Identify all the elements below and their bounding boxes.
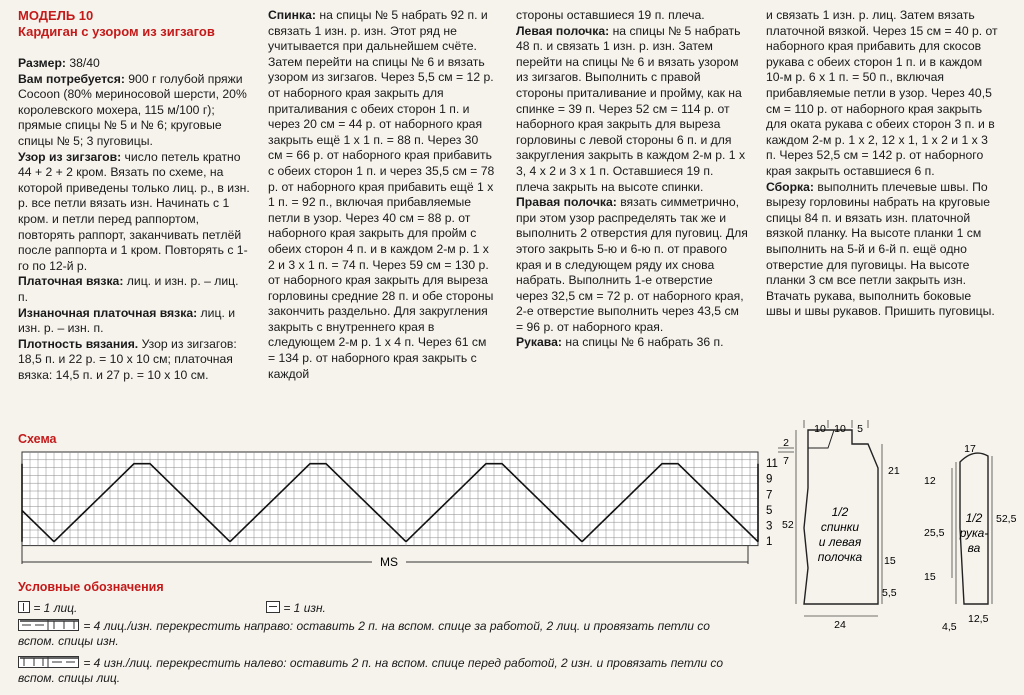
- paragraph-heading: Вам потребуется:: [18, 71, 125, 86]
- paragraph-heading: Сборка:: [766, 179, 814, 194]
- scheme-title: Схема: [18, 432, 57, 446]
- col1-paragraph: [18, 274, 250, 305]
- col3-paragraph: [516, 24, 748, 196]
- chart-row-number: 1: [766, 536, 773, 549]
- paragraph-heading: Правая полочка:: [516, 195, 617, 210]
- text-column-3: [516, 8, 748, 351]
- body-top-3: 5: [857, 423, 863, 435]
- model-subtitle: Кардиган с узором из зигзагов: [18, 24, 215, 39]
- paragraph-heading: Размер:: [18, 56, 66, 70]
- ms-label: MS: [380, 555, 398, 569]
- legend-purl-text: = 1 изн.: [283, 601, 326, 615]
- paragraph-text: и связать 1 изн. р. лиц. Затем вязать платочной вязкой. Через 15 см = 40 р. от наборного края прибавить для скосов рукава с обеих сторон 1 п. и в каждом 10-м р. 6 х 1 п. = 50 п., включая прибавляемые петли в узор. Через 40,5 см = 110 р. от наборного края закрыть для оката рукава с обеих сторон 3 п. и в каждом 2-м р. 1 х 2, 12 х 1, 1 х 2 и 1 х 3 п. Через 52,5 см = 142 р. от наборного края закрыть оставшиеся 6 п.: [766, 8, 998, 178]
- body-label-4: полочка: [817, 550, 863, 564]
- legend-cross-right-text: = 4 лиц./изн. перекрестить направо: оставить 2 п. на вспом. спице за работой, 2 лиц. и провязать петли со вспом. спицы изн.: [18, 619, 710, 648]
- sleeve-cap: 12: [924, 475, 936, 487]
- body-armhole: 21: [888, 465, 900, 477]
- cross-right-symbol: [18, 619, 80, 631]
- sleeve-mid: 25,5: [924, 527, 945, 539]
- chart-row-number: 3: [766, 520, 773, 533]
- col2-paragraphs: [268, 8, 496, 382]
- paragraph-text: лиц. и изн. р. – лиц. п.: [18, 274, 239, 304]
- paragraph-heading: Плотность вязания.: [18, 336, 139, 351]
- paragraph-text: вязать симметрично, при этом узор распределять так же и выполнить 2 отверстия для пуговиц. Для этого закрыть 5-ю и 6-ю п. от правого края и в следующем ряду их снова набрать. Выполнить 1-е отверстие через 32,5 см = 72 р. от наборного края, 2-е отверстие выполнить через 43,5 см = 96 р. от наборного края.: [516, 195, 748, 334]
- col1-paragraph: [18, 72, 250, 150]
- paragraph-heading: Левая полочка:: [516, 23, 610, 38]
- paragraph-text: на спицы № 5 набрать 92 п. и связать 1 изн. р. изн. Этот ряд не учитывается при дальнейшем счёте. Затем перейти на спицы № 6 и вязать узором из зигзагов. Через 5,5 см = 12 р. от наборного края закрыть для приталивания с обеих сторон 1 п. и через 20 см = 44 р. от наборного края закрыть ещё 1 х 1 п. = 88 п. Через 30 см = 66 р. от наборного края прибавить с обеих сторон 1 п. и через 35,5 см = 78 р. от наборного края прибавить ещё 1 х 1 п. = 92 п., включая прибавляемые петли в узор. Через 40 см = 88 р. от наборного края закрыть для пройм с обеих сторон 4 п. и в каждом 2-м р. 1 х 2 и 3 х 1 п. = 74 п. Через 59 см = 130 р. от наборного края закрыть для выреза горловины средние 28 п. и обе стороны закончить раздельно. Для закругления закрыть с внутреннего края в следующем 2-м р. 1 х 4 п. Через 61 см = 134 р. от наборного края закрыть с каждой: [268, 8, 495, 381]
- col4-paragraph: [766, 8, 998, 180]
- col4-paragraph: [766, 180, 998, 320]
- paragraph-text: 900 г голубой пряжи Cocoon (80% мериносовой шерсти, 20% королевского мохера, 115 м/100 г); прямые спицы № 5 и № 6; круговые спицы № 5; 3 пуговицы.: [18, 71, 247, 148]
- body-height: 52: [782, 519, 794, 531]
- paragraph-text: число петель кратно 44 + 2 + 2 кром. Вязать по схеме, на которой приведены только лиц. р., в изн. р. все петли вязать изн. Начинать с 1 кром. и петли перед раппортом, повторять раппорт, заканчивать петлёй после раппорта и 1 кром. Повторять с 1-го по 12-й р.: [18, 149, 250, 273]
- body-waist-step: 5,5: [882, 587, 897, 599]
- text-column-1: [18, 8, 250, 383]
- sleeve-bottom: 12,5: [968, 613, 989, 625]
- body-label-1: 1/2: [831, 505, 849, 519]
- col3-paragraph: [516, 335, 748, 351]
- text-column-2: [268, 8, 496, 382]
- col1-paragraph: [18, 337, 250, 384]
- paragraph-text: выполнить плечевые швы. По вырезу горловины набрать на круговые спицы 84 п. и вязать изн. платочной вязкой планку. На высоте планки 1 см выполнить на 5-й и 6-й п. ещё одно отверстие для пуговицы. На высоте планки 3 см все петли закрыть изн. Втачать рукава, выполнить боковые швы и швы рукавов. Пришить пуговицы.: [766, 179, 995, 319]
- text-column-4: [766, 8, 998, 320]
- legend-cross-left-text: = 4 изн./лиц. перекрестить налево: оставить 2 п. на вспом. спице перед работой, 2 изн. и провязать петли со вспом. спицы лиц.: [18, 656, 724, 685]
- sleeve-total: 52,5: [996, 513, 1017, 525]
- model-title: МОДЕЛЬ 10: [18, 8, 94, 23]
- chart-row-number: 7: [766, 489, 773, 502]
- paragraph-heading: Изнаночная платочная вязка:: [18, 305, 198, 320]
- chart-row-number: 9: [766, 473, 773, 486]
- col2-paragraph: [268, 8, 496, 382]
- paragraph-text: на спицы № 5 набрать 48 п. и связать 1 изн. р. изн. Затем перейти на спицы № 6 и вязать узором из зигзагов. Выполнить с правой стороны приталивание и пройму, как на спинке = 39 п. Через 52 см = 114 р. от наборного края закрыть для выреза горловины с левой стороны 6 п. и для закругления закрыть в каждом 2-м р. 1 х 3, 4 х 2 и 3 х 1 п. Оставшиеся 19 п. плеча закрыть на высоте спинки.: [516, 23, 746, 194]
- sleeve-label-1: 1/2: [965, 511, 983, 525]
- legend-knit-text: = 1 лиц.: [33, 601, 78, 615]
- legend-cross-right: [18, 619, 738, 649]
- col1-paragraphs: [18, 56, 250, 383]
- col3-paragraph: [516, 195, 748, 335]
- paragraph-text: Узор из зигзагов: 18,5 п. и 22 р. = 10 х 10 см; платочная вязка: 14,5 п. и 27 р. = 10 х 10 см.: [18, 336, 237, 382]
- paragraph-text: на спицы № 6 набрать 36 п.: [561, 335, 724, 350]
- sleeve-label-2: рука-: [959, 526, 989, 540]
- col3-paragraph: [516, 8, 748, 24]
- paragraph-text: 38/40: [65, 56, 100, 70]
- body-neck-drop: 2: [783, 437, 789, 449]
- body-label-2: спинки: [820, 520, 860, 534]
- chart-row-number: 5: [766, 504, 773, 517]
- legend-knit: [18, 601, 738, 616]
- body-neck-width: 7: [783, 455, 789, 467]
- sleeve-hem: 4,5: [942, 621, 957, 633]
- col1-paragraph: [18, 306, 250, 337]
- paragraph-text: лиц. и изн. р. – изн. п.: [18, 305, 236, 336]
- col4-paragraphs: [766, 8, 998, 320]
- col3-paragraphs: [516, 8, 748, 351]
- chart-row-number: 11: [766, 458, 778, 471]
- cross-left-symbol: [18, 656, 80, 668]
- body-label-3: и левая: [818, 535, 862, 549]
- body-lower-side: 15: [884, 555, 896, 567]
- paragraph-heading: Узор из зигзагов:: [18, 149, 122, 164]
- body-top-1: 10: [814, 423, 826, 435]
- knit-symbol: [18, 601, 30, 613]
- garment-schematics: [774, 418, 1024, 638]
- paragraph-heading: Спинка:: [268, 8, 316, 22]
- legend-title: Условные обозначения: [18, 580, 164, 594]
- knitting-chart: [14, 446, 778, 574]
- legend-cross-left: [18, 656, 738, 686]
- col1-paragraph: [18, 150, 250, 275]
- paragraph-heading: Платочная вязка:: [18, 274, 124, 289]
- paragraph-text: стороны оставшиеся 19 п. плеча.: [516, 8, 705, 22]
- col1-paragraph: [18, 56, 250, 72]
- sleeve-top: 17: [964, 443, 976, 455]
- body-width: 24: [834, 619, 846, 631]
- body-top-2: 10: [834, 423, 846, 435]
- sleeve-lower: 15: [924, 571, 936, 583]
- paragraph-heading: Рукава:: [516, 335, 562, 350]
- sleeve-label-3: ва: [967, 541, 981, 555]
- purl-symbol: [266, 601, 280, 613]
